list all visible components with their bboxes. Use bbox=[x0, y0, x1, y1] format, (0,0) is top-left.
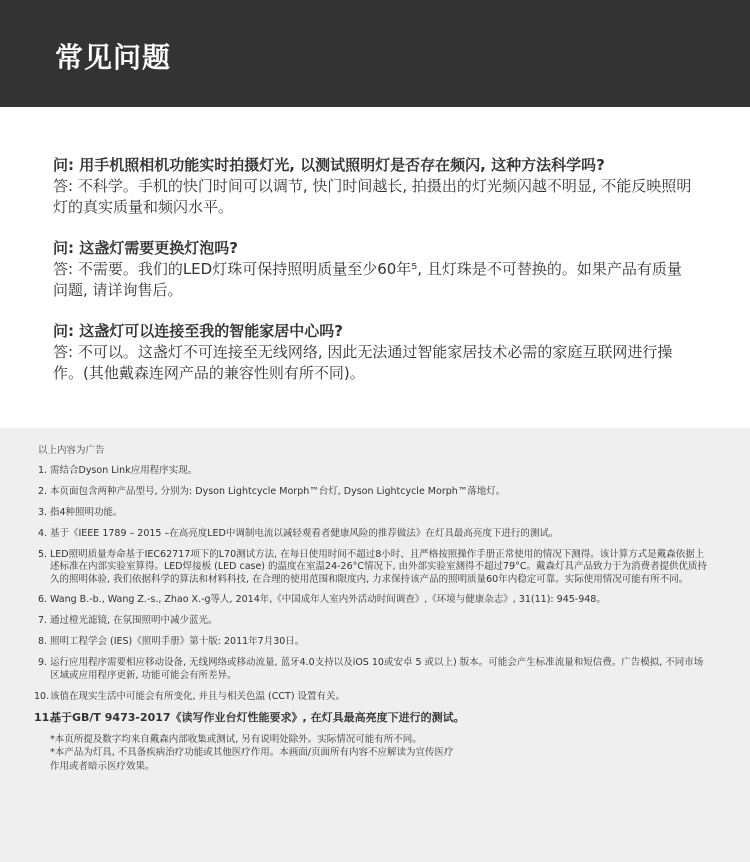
faq-question: 问: 这盏灯可以连接至我的智能家居中心吗? bbox=[53, 322, 343, 340]
ad-notice: 以上内容为广告 bbox=[38, 445, 105, 456]
footnote bbox=[38, 636, 710, 649]
footnote-number: 3. bbox=[38, 506, 48, 518]
faq-answer: 答: 不需要。我们的LED灯珠可保持照明质量至少60年⁵, 且灯珠是不可替换的。如果产品有质量问题, 请详询售后。 bbox=[53, 260, 682, 299]
footnote-text: 运行应用程序需要相应移动设备, 无线网络或移动流量, 蓝牙4.0支持以及iOS 10或安卓 5 或以上) 版本。可能会产生标准流量和短信费。广告模拟, 不同市场区域或应用程序更新, 功能可能会有所差异。 bbox=[50, 657, 704, 681]
footnote-text: 照明工程学会 (IES)《照明手册》第十版: 2011年7月30日。 bbox=[50, 636, 305, 648]
footnote-number: 1. bbox=[38, 465, 48, 476]
faq-item bbox=[53, 321, 695, 384]
footnote-number: 11. bbox=[34, 711, 54, 725]
footnote bbox=[34, 711, 710, 725]
footnote bbox=[38, 465, 710, 478]
footnote-number: 2. bbox=[38, 485, 48, 497]
footnote bbox=[38, 507, 710, 520]
footnote-text: Wang B.-b., Wang Z.-s., Zhao X.-g等人, 2014年,《中国成年人室内外活动时间调查》,《环境与健康杂志》, 31(11): 945-948。 bbox=[50, 594, 606, 606]
disclaimer-line: 作用或者暗示医疗效果。 bbox=[50, 760, 155, 772]
faq-answer: 答: 不科学。手机的快门时间可以调节, 快门时间越长, 拍摄出的灯光频闪越不明显, 不能反映照明灯的真实质量和频闪水平。 bbox=[53, 177, 692, 216]
faq-answer: 答: 不可以。这盏灯不可连接至无线网络, 因此无法通过智能家居技术必需的家庭互联网进行操作。(其他戴森连网产品的兼容性则有所不同)。 bbox=[53, 343, 673, 382]
footnote-text: 指4种照明功能。 bbox=[50, 506, 123, 518]
footnotes-section bbox=[0, 428, 750, 773]
footnote-number: 8. bbox=[38, 636, 48, 648]
footnote-number: 5. bbox=[38, 548, 48, 560]
footnote-number: 4. bbox=[38, 527, 48, 539]
page-title: 常见问题 bbox=[55, 41, 172, 74]
footnote-number: 7. bbox=[38, 615, 48, 627]
footnote bbox=[38, 657, 710, 682]
page-header bbox=[0, 0, 750, 107]
footnote bbox=[38, 549, 710, 587]
footnote-text: 需结合Dyson Link应用程序实现。 bbox=[50, 465, 198, 476]
faq-question: 问: 用手机照相机功能实时拍摄灯光, 以测试照明灯是否存在频闪, 这种方法科学吗? bbox=[53, 156, 605, 174]
faq-item bbox=[53, 238, 695, 301]
footnote-number: 9. bbox=[38, 657, 48, 669]
footnote-text: LED照明质量寿命基于IEC62717项下的L70测试方法, 在每日使用时间不超过8小时、且严格按照操作手册正常使用的情况下测得。该计算方式是戴森依据上述标准在内部实验室算得。LED焊接板 (LED case) 的温度在室温24-26°C情况下, 由外部实验室测得不超过79°C。戴森灯具产品致力于为消费者提供优质持久的照明体验, 我们依据科学的算法和材料科技, 在合理的使用范围和限度内, 力求保持该产品的照明质量60年内稳定可靠。实际使用情况可能有所不同。 bbox=[50, 548, 708, 585]
footnote-text: 本页面包含两种产品型号, 分别为: Dyson Lightcycle Morph™台灯, Dyson Lightcycle Morph™落地灯。 bbox=[50, 485, 506, 497]
footnote bbox=[38, 594, 710, 607]
disclaimer bbox=[38, 734, 710, 774]
footnote bbox=[38, 528, 710, 541]
disclaimer-line: *本页所提及数字均来自戴森内部收集或测试, 另有说明处除外。实际情况可能有所不同。 bbox=[50, 733, 422, 745]
disclaimer-line: *本产品为灯具, 不具备疾病治疗功能或其他医疗作用。本画面/页面所有内容不应解读为宣传医疗 bbox=[50, 747, 454, 759]
footnote-text: 通过橙光滤镜, 在氛围照明中减少蓝光。 bbox=[50, 615, 218, 627]
footnote-text: 基于《IEEE 1789 – 2015 –在高亮度LED中调制电流以减轻观看者健康风险的推荐做法》在灯具最高亮度下进行的测试。 bbox=[50, 527, 559, 539]
faq-item bbox=[53, 155, 695, 218]
footnote bbox=[34, 690, 710, 704]
faq-section bbox=[0, 107, 750, 428]
faq-question: 问: 这盏灯需要更换灯泡吗? bbox=[53, 239, 238, 257]
footnote-number: 10. bbox=[34, 690, 50, 702]
footnote-text: 基于GB/T 9473-2017《读写作业台灯性能要求》, 在灯具最高亮度下进行的测试。 bbox=[50, 711, 465, 725]
footnote bbox=[38, 486, 710, 499]
footnote bbox=[38, 615, 710, 628]
footnote-text: 该值在现实生活中可能会有所变化, 并且与相关色温 (CCT) 设置有关。 bbox=[50, 690, 346, 702]
footnote-number: 6. bbox=[38, 594, 48, 606]
